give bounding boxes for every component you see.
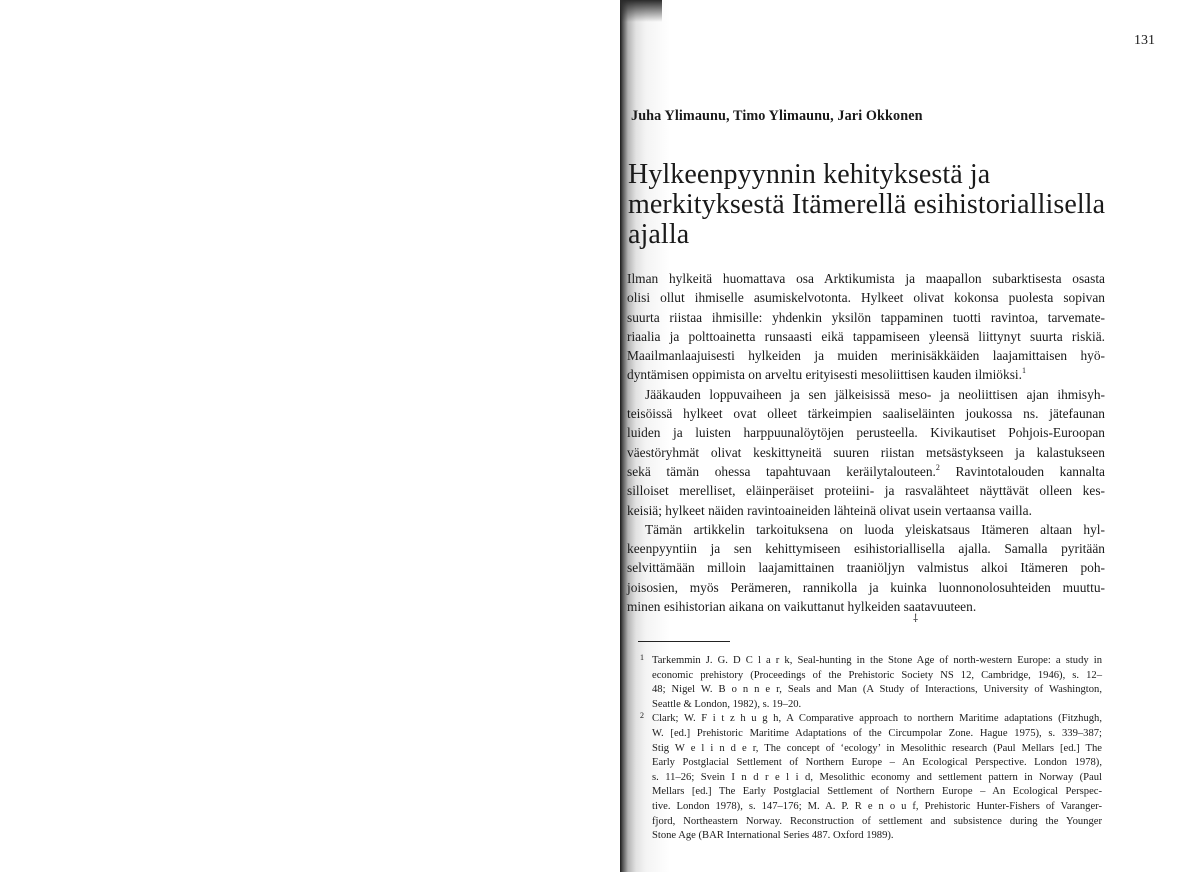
footnote-line: 1 Tarkemmin J. G. D C l a r k, Seal-hunting in the Stone Age of north-western Europe: a study in: [640, 653, 1102, 666]
footnote-line: Stone Age (BAR International Series 487. Oxford 1989).: [652, 830, 894, 842]
body-line: Tämän artikkelin tarkoituksena on luoda yleiskatsaus Itämeren altaan hyl-: [645, 521, 1105, 537]
body-line: olisi ollut ihmiselle asumiskelvotonta. Hylkeet olivat kokonsa puolesta sopivan: [627, 290, 1105, 306]
body-line-text: sekä tämän ohessa tapahtuvaan keräilytalouteen.: [627, 463, 936, 479]
footnote-line: 2 Clark; W. F i t z h u g h, A Comparative approach to northern Maritime adaptations (Fitzhugh,: [640, 711, 1102, 725]
footnote-line: Seattle & London, 1982), s. 19–20.: [652, 698, 802, 710]
page-number: 131: [1134, 33, 1155, 48]
body-line: riaalia ja polttoainetta runsaasti eikä tappamiseen yleensä liittynyt suurta riskiä.: [627, 328, 1105, 344]
article-body: [627, 269, 1105, 616]
body-line: Jääkauden loppuvaiheen ja sen jälkeisissä meso- ja neoliittisen ajan ihmisyh-: [645, 386, 1105, 402]
body-line: väestöryhmät olivat keskittyneitä suuren riistan metsästykseen ja kalastukseen: [627, 444, 1105, 460]
footnote-line-text: Clark; W. F i t z h u g h, A Comparative approach to northern Maritime adaptations (Fitzhugh,: [652, 713, 1102, 725]
body-line: keenpyyntiin ja sen kehittymiseen esihistoriallisella ajalla. Samalla pyritään: [627, 541, 1105, 557]
body-line: silloiset merelliset, eläinperäiset proteiini- ja rasvalähteet näyttävät olleen kes-: [627, 483, 1105, 499]
body-line: Maailmanlaajuisesti hylkeiden ja muiden merinisäkkäiden laajamittaisen hyö-: [627, 348, 1105, 364]
footnote-1: [640, 654, 1102, 712]
body-line: luiden ja luisten harppuunalöytöjen perusteella. Kivikautiset Pohjois-Euroopan: [627, 425, 1105, 441]
footnotes: [640, 654, 1102, 844]
footnote-line-text: Tarkemmin J. G. D C l a r k, Seal-hunting in the Stone Age of north-western Europe: a study in: [652, 655, 1102, 666]
body-line-text: dyntämisen oppimista on arveltu erityisesti mesoliittisen kauden ilmiöksi.: [627, 367, 1022, 383]
footnote-line: Stig W e l i n d e r, The concept of ‘ecology’ in Mesolithic research (Paul Mellars [ed.] The: [652, 742, 1102, 754]
title-line: merkityksestä Itämerellä esihistoriallisella: [628, 189, 1106, 220]
book-page: [620, 0, 1200, 872]
footnote-line: tive. London 1978), s. 147–176; M. A. P. R e n o u f, Prehistoric Hunter-Fishers of Varanger-: [652, 800, 1102, 812]
footnote-line: 48; Nigel W. B o n n e r, Seals and Man (A Study of Interactions, University of Washington,: [652, 684, 1102, 696]
footnote-line: fjord, Northeastern Norway. Reconstruction of settlement and subsistence during the Younger: [652, 815, 1102, 827]
body-line: Ilman hylkeitä huomattava osa Arktikumista ja maapallon subarktisesta osasta: [627, 271, 1105, 286]
title-line: Hylkeenpyynnin kehityksestä ja: [628, 159, 991, 190]
stray-mark: ⸸: [913, 613, 919, 625]
body-line-text: Ravintotalouden kannalta: [955, 463, 1105, 479]
body-line: joisosien, myös Perämeren, rannikolla ja kuinka luonnonolosuhteiden muuttu-: [627, 579, 1105, 595]
footnote-line: Mellars [ed.] The Early Postglacial Settlement of Northern Europe – An Ecological Perspec-: [652, 786, 1102, 798]
footnote-ref[interactable]: 2: [935, 462, 940, 472]
body-line: keisiä; hylkeet näiden ravintoaineiden lähteinä olivat usein vertaansa vailla.: [627, 502, 1032, 518]
article-authors: Juha Ylimaunu, Timo Ylimaunu, Jari Okkonen: [631, 108, 923, 124]
body-line: minen esihistorian aikana on vaikuttanut hylkeiden saatavuuteen.: [627, 599, 977, 615]
title-line: ajalla: [628, 219, 690, 250]
footnote-line: W. [ed.] Prehistoric Maritime Adaptations of the Circumpolar Zone. Hague 1975), s. 339–387;: [652, 727, 1102, 739]
footnote-line: Early Postglacial Settlement of Northern Europe – An Ecological Perspective. London 1978),: [652, 757, 1102, 769]
body-line: [627, 365, 1105, 384]
body-line: [627, 462, 1105, 481]
body-line: teisöissä hylkeet ovat olleet tärkeimpien saaliseläinten joukossa ns. jätefaunan: [627, 406, 1105, 422]
footnote-2: [640, 712, 1102, 843]
footnote-line: economic prehistory (Proceedings of the Prehistoric Society NS 12, Cambridge, 1946), s. 12–: [652, 669, 1102, 681]
article-title: [628, 160, 1188, 250]
footnote-divider: [638, 641, 730, 642]
body-line: selvittämään milloin laajamittainen traaniöljyn valmistus alkoi Itämeren poh-: [627, 560, 1105, 576]
body-line: suurta riistaa ihmisille: yhdenkin yksilön tappaminen tuotti ravintoa, tarvemate-: [627, 309, 1105, 325]
page-corner-shadow: [620, 0, 662, 22]
footnote-line: s. 11–26; Svein I n d r e l i d, Mesolithic economy and settlement pattern in Norway (Paul: [652, 771, 1102, 783]
footnote-ref[interactable]: 1: [1021, 366, 1026, 376]
